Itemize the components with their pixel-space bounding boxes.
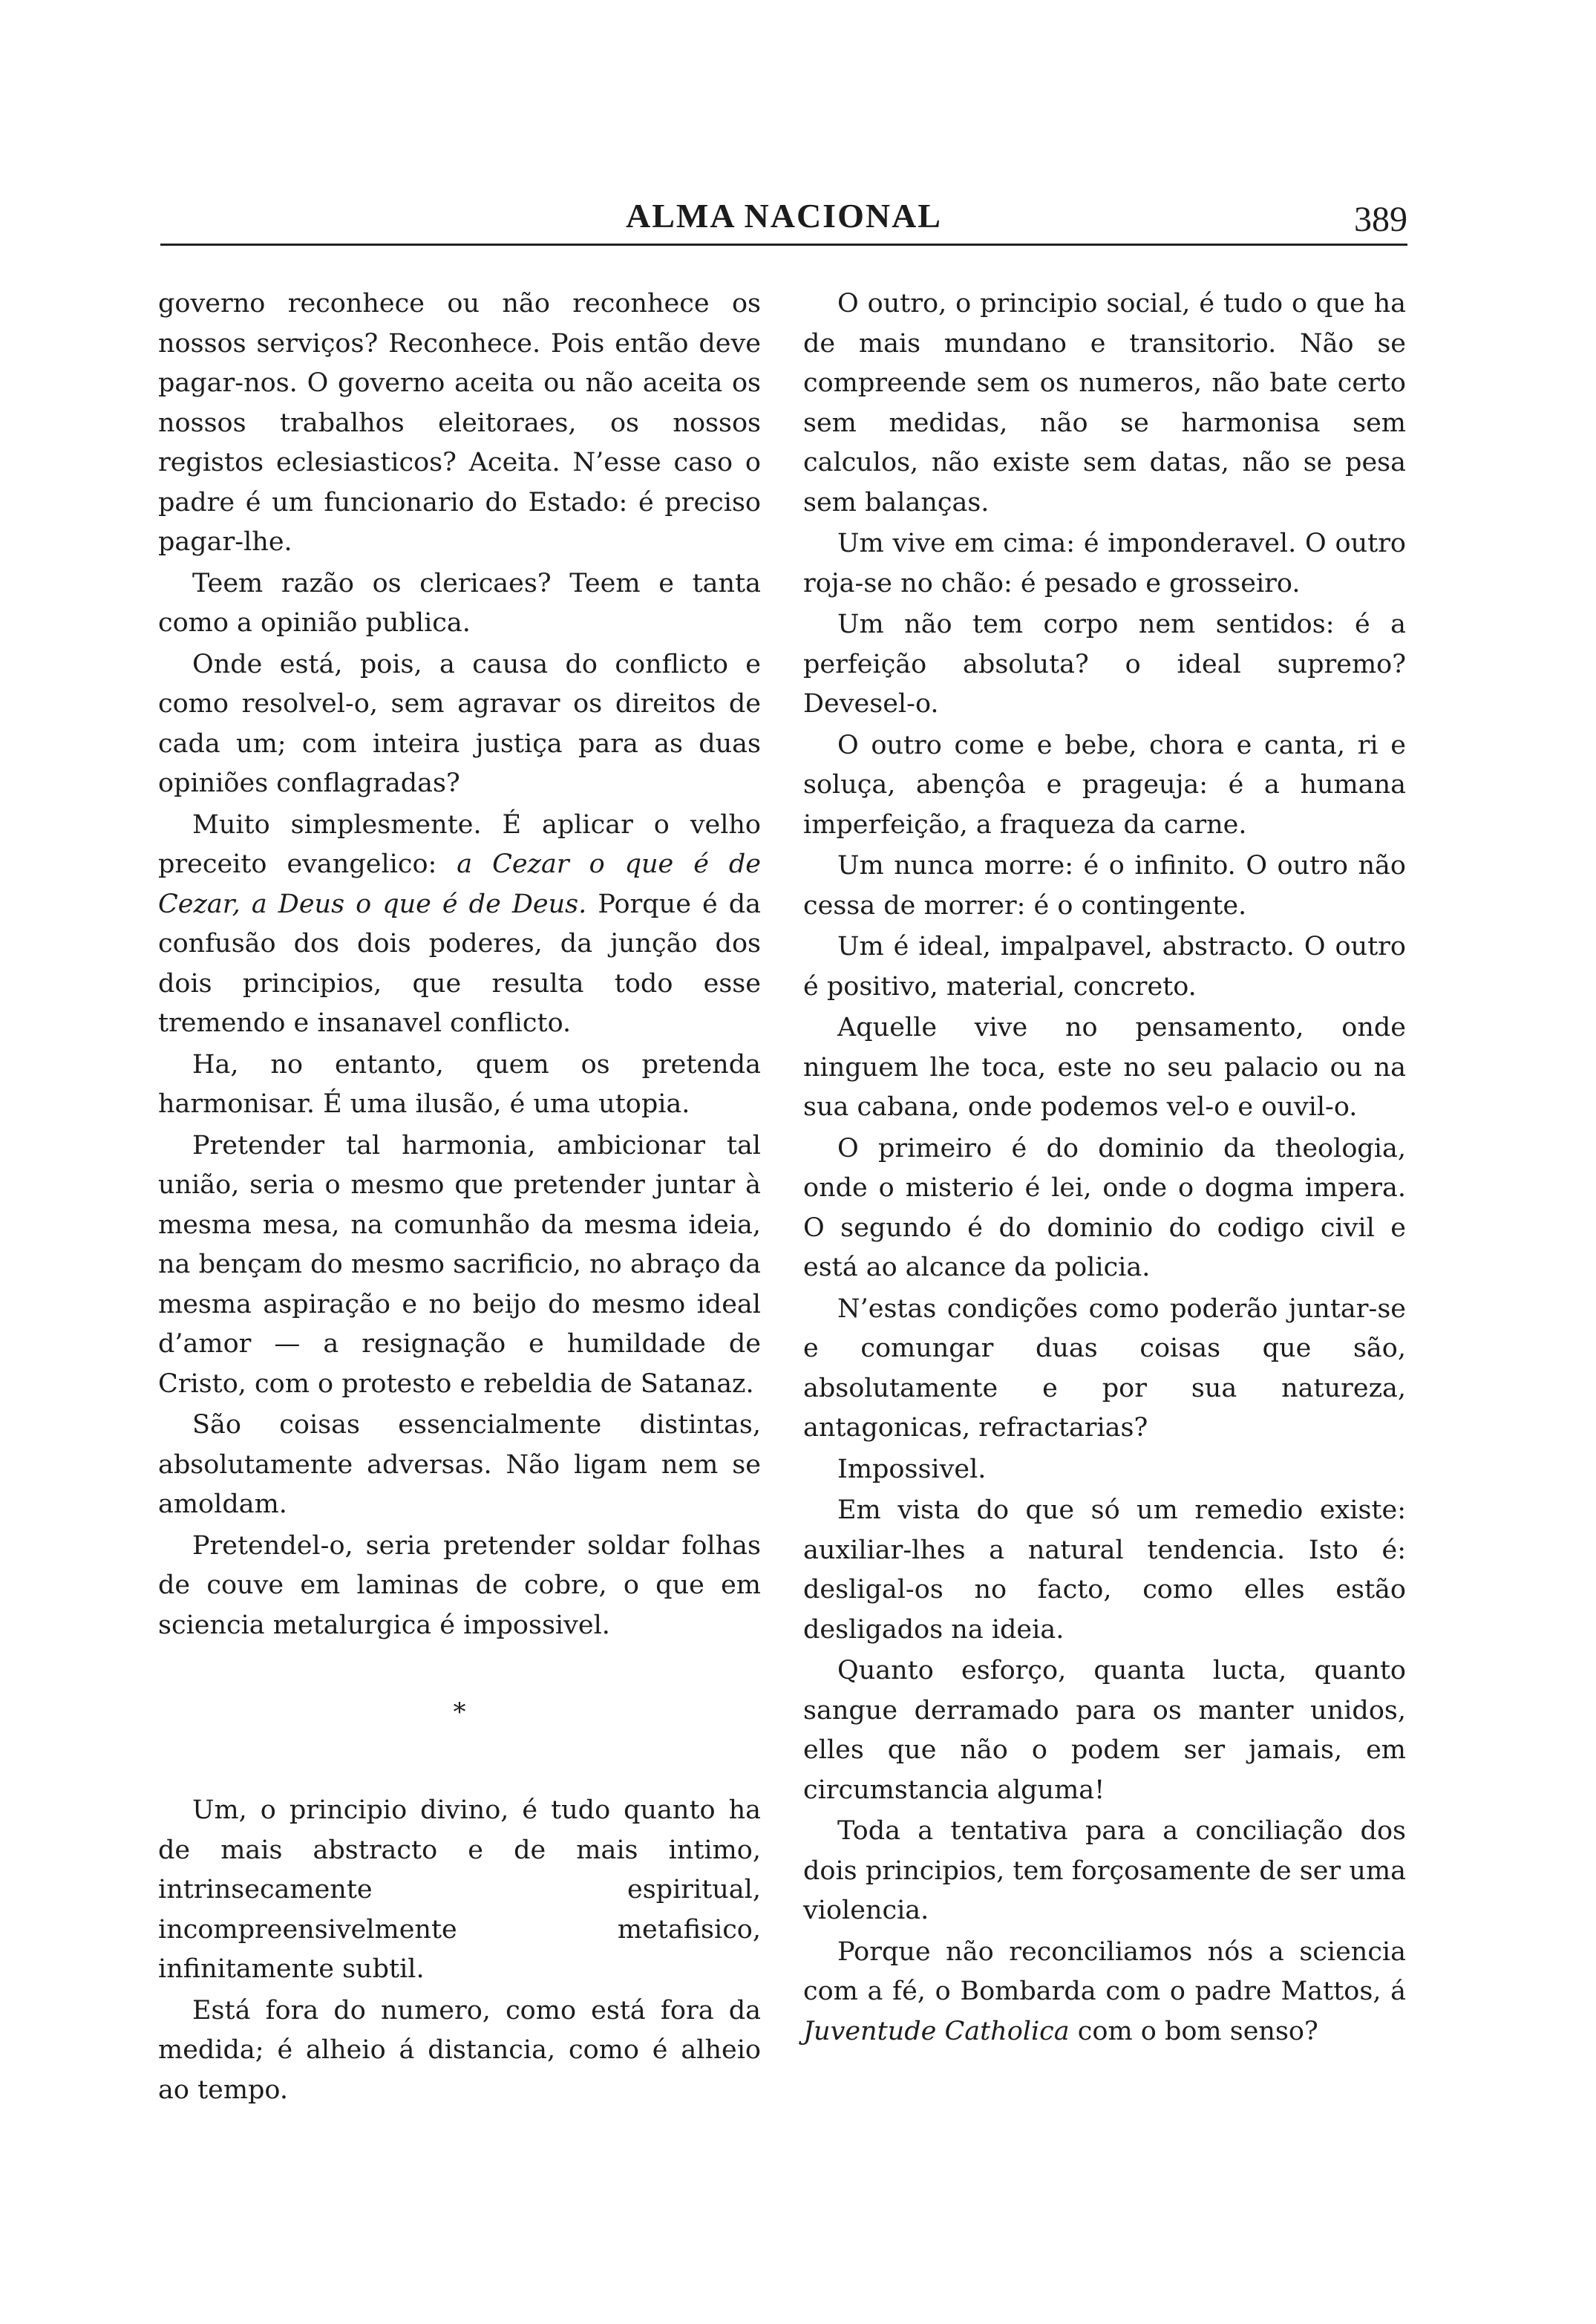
paragraph: Um não tem corpo nem sentidos: é a perfeição absoluta? o ideal supremo? Devesel-o. [803, 610, 1406, 719]
header-rule [160, 244, 1407, 246]
paragraph: N’estas condições como poderão juntar-se e comungar duas coisas que são, absolutamente e por sua natureza, antagonicas, refractarias? [803, 1293, 1406, 1443]
paragraph: Impossivel. [837, 1454, 987, 1484]
paragraph: Pretender tal harmonia, ambicionar tal união, seria o mesmo que pretender juntar à mesma mesa, na comunhão da mesma ideia, na bençam do mesmo sacrificio, no abraço da mesma aspiração e no beijo do mesmo ideal d’amor — a resignação e humildade de Cristo, com o protesto e rebeldia de Satanaz. [158, 1130, 761, 1399]
paragraph: Pretendel-o, seria pretender soldar folhas de couve em laminas de cobre, o que em sciencia metalurgica é impossivel. [158, 1530, 761, 1640]
paragraph: O outro come e bebe, chora e canta, ri e soluça, abençôa e prageuja: é a humana imperfeição, a fraqueza da carne. [803, 730, 1406, 840]
page-number: 389 [1354, 200, 1407, 239]
paragraph: São coisas essencialmente distintas, absolutamente adversas. Não ligam nem se amoldam. [158, 1410, 761, 1519]
paragraph: governo reconhece ou não reconhece os nossos serviços? Reconhece. Pois então deve pagar-nos. O governo aceita ou não aceita os nossos trabalhos eleitoraes, os nossos registos eclesiasticos? Aceita. N’esse caso o padre é um funcionario do Estado: é preciso pagar-lhe. [158, 289, 761, 557]
paragraph: Aquelle vive no pensamento, onde ninguem lhe toca, este no seu palacio ou na sua cabana, onde podemos vel-o e ouvil-o. [803, 1013, 1406, 1122]
paragraph: O outro, o principio social, é tudo o que ha de mais mundano e transitorio. Não se compreende sem os numeros, não bate certo sem medidas, não se harmonisa sem calculos, não existe sem datas, não se pesa sem balanças. [803, 289, 1406, 518]
paragraph: Onde está, pois, a causa do conflicto e como resolvel-o, sem agravar os direitos de cada um; com inteira justiça para as duas opiniões conflagradas? [158, 649, 761, 798]
paragraph: Quanto esforço, quanta lucta, quanto sangue derramado para os manter unidos, elles que não o podem ser jamais, em circumstancia alguma! [803, 1656, 1406, 1805]
paragraph: Um, o principio divino, é tudo quanto ha de mais abstracto e de mais intimo, intrinsecamente espiritual, incompreensivelmente metafisico, infinitamente subtil. [158, 1795, 761, 1984]
running-head [160, 195, 1407, 247]
paragraph: O primeiro é do dominio da theologia, onde o misterio é lei, onde o dogma impera. O segundo é do dominio do codigo civil e está ao alcance da policia. [803, 1133, 1406, 1282]
paragraph: Toda a tentativa para a conciliação dos dois principios, tem forçosamente de ser uma violencia. [803, 1816, 1406, 1925]
paragraph: Em vista do que só um remedio existe: auxiliar-lhes a natural tendencia. Isto é: desligal-os no facto, como elles estão desligados na ideia. [803, 1495, 1406, 1645]
paragraph: Teem razão os clericaes? Teem e tanta como a opinião publica. [158, 568, 761, 638]
text-run: Muito simplesmente. É aplicar o velho preceito evangelico: [158, 809, 761, 879]
paragraph [803, 1933, 1406, 2052]
running-title: ALMA NACIONAL [626, 197, 942, 235]
text-run: Porque é da confusão dos dois poderes, da junção dos dois principios, que resulta todo esse tremendo e insanavel conflicto. [158, 889, 761, 1038]
paragraph: Ha, no entanto, quem os pretenda harmonisar. É uma ilusão, é uma utopia. [158, 1049, 761, 1119]
text-run: Porque não reconciliamos nós a sciencia com a fé, o Bombarda com o padre Mattos, á [803, 1936, 1406, 2006]
section-break-asterisk: * [453, 1697, 466, 1727]
paragraph: Está fora do numero, como está fora da medida; é alheio á distancia, como é alheio ao tempo. [158, 1995, 761, 2105]
text-run: com o bom senso? [1069, 2016, 1318, 2046]
paragraph: Um é ideal, impalpavel, abstracto. O outro é positivo, material, concreto. [803, 932, 1406, 1002]
paragraph: Um vive em cima: é imponderavel. O outro roja-se no chão: é pesado e grosseiro. [803, 529, 1406, 598]
paragraph: Um nunca morre: é o infinito. O outro não cessa de morrer: é o contingente. [803, 851, 1406, 921]
italic-quote: a Cezar o que é de Cezar, a Deus o que é de Deus. [158, 849, 761, 919]
right-column [803, 284, 1406, 2053]
left-column [158, 284, 761, 2112]
italic-title: Juventude Catholica [803, 2016, 1070, 2046]
paragraph [158, 806, 761, 1044]
